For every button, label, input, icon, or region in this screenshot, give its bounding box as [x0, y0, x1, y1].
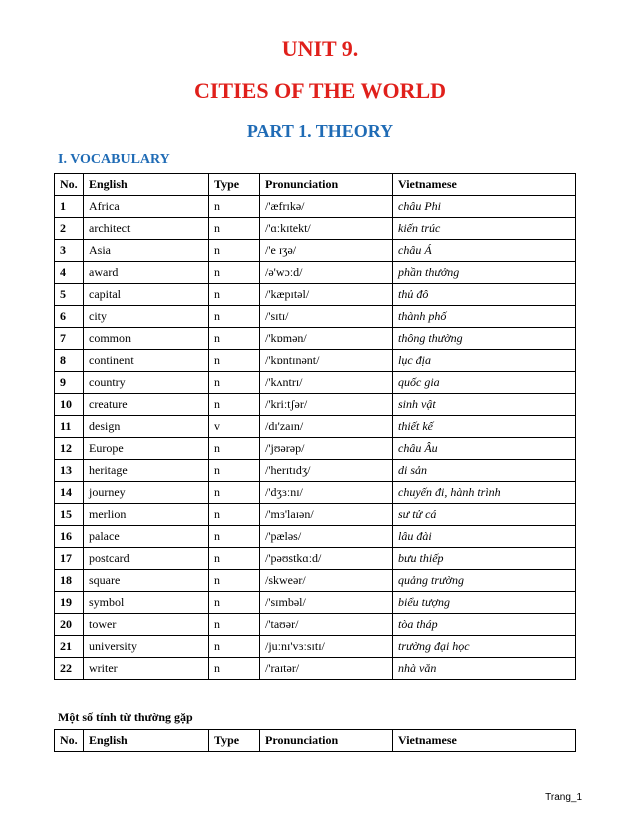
- cell-type: n: [209, 350, 260, 372]
- cell-pronunciation: /'pæləs/: [260, 526, 393, 548]
- cell-pronunciation: /'mɜ'laɪən/: [260, 504, 393, 526]
- cell-no: 21: [55, 636, 84, 658]
- cell-english: heritage: [84, 460, 209, 482]
- cell-pronunciation: /'dʒɜːnɪ/: [260, 482, 393, 504]
- cell-english: architect: [84, 218, 209, 240]
- cell-english: common: [84, 328, 209, 350]
- cell-type: n: [209, 614, 260, 636]
- cell-vietnamese: kiến trúc: [393, 218, 576, 240]
- cell-vietnamese: biểu tượng: [393, 592, 576, 614]
- cell-vietnamese: nhà văn: [393, 658, 576, 680]
- cell-no: 15: [55, 504, 84, 526]
- cell-type: n: [209, 372, 260, 394]
- cell-vietnamese: quốc gia: [393, 372, 576, 394]
- cell-vietnamese: tòa tháp: [393, 614, 576, 636]
- cell-type: n: [209, 592, 260, 614]
- column-header-no: No.: [55, 730, 84, 752]
- column-header-no: No.: [55, 174, 84, 196]
- cell-vietnamese: châu Á: [393, 240, 576, 262]
- cell-no: 5: [55, 284, 84, 306]
- cell-type: n: [209, 328, 260, 350]
- cell-english: symbol: [84, 592, 209, 614]
- cell-pronunciation: /ə'wɔːd/: [260, 262, 393, 284]
- table-row: [55, 614, 576, 636]
- cell-pronunciation: /'sɪtɪ/: [260, 306, 393, 328]
- cell-no: 11: [55, 416, 84, 438]
- cell-no: 4: [55, 262, 84, 284]
- cell-pronunciation: /'taʊər/: [260, 614, 393, 636]
- cell-no: 13: [55, 460, 84, 482]
- cell-no: 14: [55, 482, 84, 504]
- table-row: [55, 482, 576, 504]
- cell-no: 18: [55, 570, 84, 592]
- cell-no: 8: [55, 350, 84, 372]
- table-row: [55, 240, 576, 262]
- adjectives-heading: Một số tính từ thường gặp: [58, 710, 193, 724]
- column-header-english: English: [84, 174, 209, 196]
- cell-type: n: [209, 636, 260, 658]
- cell-pronunciation: /'kriːtʃər/: [260, 394, 393, 416]
- table-row: [55, 504, 576, 526]
- cell-english: country: [84, 372, 209, 394]
- cell-type: n: [209, 394, 260, 416]
- table-row: [55, 570, 576, 592]
- cell-vietnamese: trường đại học: [393, 636, 576, 658]
- cell-no: 20: [55, 614, 84, 636]
- cell-type: n: [209, 504, 260, 526]
- cell-pronunciation: /'sɪmbəl/: [260, 592, 393, 614]
- cell-no: 6: [55, 306, 84, 328]
- column-header-pronunciation: Pronunciation: [260, 730, 393, 752]
- cell-pronunciation: /'pəʊstkɑːd/: [260, 548, 393, 570]
- cell-type: n: [209, 460, 260, 482]
- table-row: [55, 658, 576, 680]
- cell-pronunciation: /juːnɪ'vɜːsɪtɪ/: [260, 636, 393, 658]
- cell-english: creature: [84, 394, 209, 416]
- cell-type: n: [209, 570, 260, 592]
- cell-pronunciation: /'e ɪʒə/: [260, 240, 393, 262]
- table-row: [55, 262, 576, 284]
- cell-vietnamese: phần thưởng: [393, 262, 576, 284]
- cell-pronunciation: /'jʊərəp/: [260, 438, 393, 460]
- cell-no: 16: [55, 526, 84, 548]
- table-row: [55, 592, 576, 614]
- cell-pronunciation: /'kɒntɪnənt/: [260, 350, 393, 372]
- column-header-vietnamese: Vietnamese: [393, 174, 576, 196]
- table-row: [55, 526, 576, 548]
- cell-vietnamese: châu Âu: [393, 438, 576, 460]
- cell-type: n: [209, 306, 260, 328]
- cell-english: Africa: [84, 196, 209, 218]
- table-row: [55, 284, 576, 306]
- cell-type: n: [209, 284, 260, 306]
- cell-type: n: [209, 658, 260, 680]
- table-row: [55, 196, 576, 218]
- cell-no: 10: [55, 394, 84, 416]
- table-row: [55, 636, 576, 658]
- cell-pronunciation: /'herɪtɪdʒ/: [260, 460, 393, 482]
- cell-vietnamese: sinh vật: [393, 394, 576, 416]
- column-header-vietnamese: Vietnamese: [393, 730, 576, 752]
- cell-vietnamese: quảng trường: [393, 570, 576, 592]
- adjectives-table: [54, 729, 576, 752]
- cell-english: design: [84, 416, 209, 438]
- cell-vietnamese: thành phố: [393, 306, 576, 328]
- cell-pronunciation: /'ɑːkɪtekt/: [260, 218, 393, 240]
- cell-english: award: [84, 262, 209, 284]
- cell-pronunciation: /skweər/: [260, 570, 393, 592]
- table-row: [55, 350, 576, 372]
- cell-type: v: [209, 416, 260, 438]
- table-row: [55, 306, 576, 328]
- cell-english: postcard: [84, 548, 209, 570]
- cell-pronunciation: /'kæpɪtəl/: [260, 284, 393, 306]
- cell-english: university: [84, 636, 209, 658]
- cell-english: palace: [84, 526, 209, 548]
- cell-pronunciation: /'raɪtər/: [260, 658, 393, 680]
- cell-english: tower: [84, 614, 209, 636]
- cell-vietnamese: châu Phi: [393, 196, 576, 218]
- cell-type: n: [209, 482, 260, 504]
- cell-type: n: [209, 196, 260, 218]
- section-heading: I. VOCABULARY: [58, 152, 170, 167]
- cell-english: writer: [84, 658, 209, 680]
- cell-pronunciation: /'kʌntrɪ/: [260, 372, 393, 394]
- cell-vietnamese: sư tử cá: [393, 504, 576, 526]
- cell-vietnamese: di sản: [393, 460, 576, 482]
- column-header-type: Type: [209, 730, 260, 752]
- cell-vietnamese: lâu đài: [393, 526, 576, 548]
- cell-no: 19: [55, 592, 84, 614]
- cell-type: n: [209, 240, 260, 262]
- cell-no: 1: [55, 196, 84, 218]
- cell-type: n: [209, 438, 260, 460]
- cell-vietnamese: lục địa: [393, 350, 576, 372]
- cell-pronunciation: /'æfrɪkə/: [260, 196, 393, 218]
- cell-english: journey: [84, 482, 209, 504]
- table-row: [55, 548, 576, 570]
- table-row: [55, 416, 576, 438]
- cell-type: n: [209, 526, 260, 548]
- cell-pronunciation: /'kɒmən/: [260, 328, 393, 350]
- table-header-row: [55, 174, 576, 196]
- cell-type: n: [209, 548, 260, 570]
- table-row: [55, 372, 576, 394]
- table-row: [55, 394, 576, 416]
- cell-no: 9: [55, 372, 84, 394]
- cell-no: 12: [55, 438, 84, 460]
- vocabulary-table-body: [55, 196, 576, 680]
- table-row: [55, 328, 576, 350]
- cell-english: Europe: [84, 438, 209, 460]
- cell-english: merlion: [84, 504, 209, 526]
- cell-no: 2: [55, 218, 84, 240]
- cell-english: capital: [84, 284, 209, 306]
- part-heading: PART 1. THEORY: [246, 121, 394, 141]
- cell-pronunciation: /dɪ'zaɪn/: [260, 416, 393, 438]
- page-number: Trang_1: [545, 792, 582, 803]
- unit-subtitle: CITIES OF THE WORLD: [193, 78, 447, 103]
- cell-no: 3: [55, 240, 84, 262]
- column-header-english: English: [84, 730, 209, 752]
- cell-english: continent: [84, 350, 209, 372]
- table-row: [55, 218, 576, 240]
- cell-type: n: [209, 218, 260, 240]
- cell-english: Asia: [84, 240, 209, 262]
- cell-no: 7: [55, 328, 84, 350]
- column-header-type: Type: [209, 174, 260, 196]
- table-header-row: [55, 730, 576, 752]
- table-row: [55, 460, 576, 482]
- cell-english: square: [84, 570, 209, 592]
- cell-vietnamese: chuyến đi, hành trình: [393, 482, 576, 504]
- table-row: [55, 438, 576, 460]
- cell-vietnamese: thủ đô: [393, 284, 576, 306]
- vocabulary-table: [54, 173, 576, 680]
- cell-vietnamese: bưu thiếp: [393, 548, 576, 570]
- unit-title: UNIT 9.: [281, 36, 359, 61]
- column-header-pronunciation: Pronunciation: [260, 174, 393, 196]
- cell-type: n: [209, 262, 260, 284]
- cell-no: 22: [55, 658, 84, 680]
- cell-english: city: [84, 306, 209, 328]
- cell-vietnamese: thông thường: [393, 328, 576, 350]
- cell-no: 17: [55, 548, 84, 570]
- cell-vietnamese: thiết kế: [393, 416, 576, 438]
